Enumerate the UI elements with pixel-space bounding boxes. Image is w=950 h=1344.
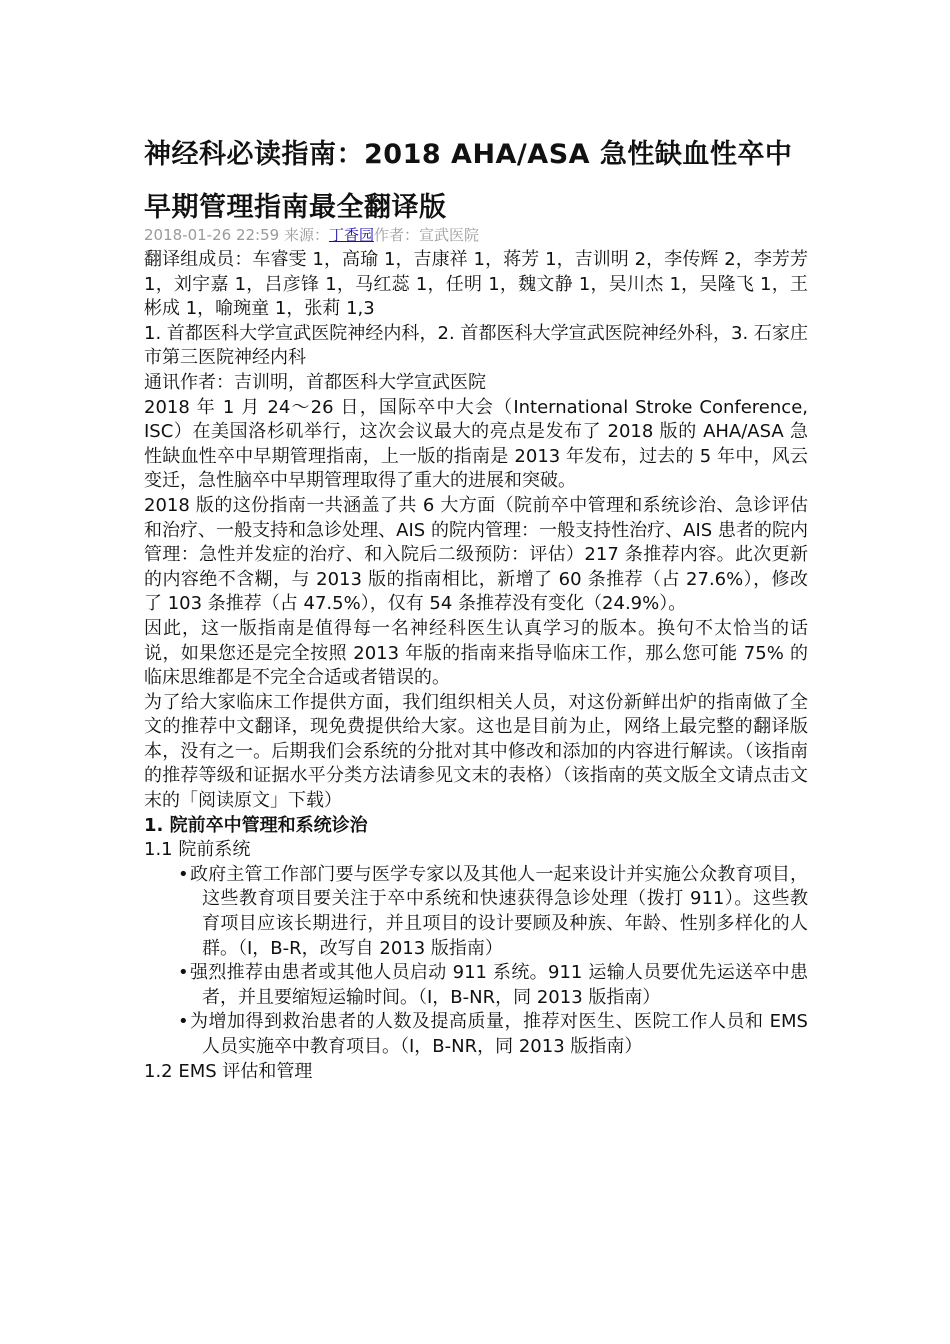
- bullet-icon: •: [178, 1011, 189, 1033]
- recommendation-list: [144, 863, 808, 1060]
- corresponding-author-paragraph: 通讯作者：吉训明，首都医科大学宣武医院: [144, 371, 486, 393]
- source-label: 来源：: [283, 226, 329, 244]
- scope-paragraph: 2018 版的这份指南一共涵盖了共 6 大方面（院前卒中管理和系统诊治、急诊评估和治疗、一般支持和急诊处理、AIS 的院内管理：一般支持性治疗、AIS 患者的院内管理：急性并发症的治疗、和入院后二级预防：评估）217 条推荐内容。此次更新的内容绝不含糊，与 2013 版的指南相比，新增了 60 条推荐（占 27.6%），修改了 103 条推荐（占 47.5%），仅有 54 条推荐没有变化（24.9%）。: [144, 494, 808, 615]
- bullet-icon: •: [178, 962, 189, 984]
- list-item: [180, 863, 808, 961]
- list-item-text: 强烈推荐由患者或其他人员启动 911 系统。911 运输人员要优先运送卒中患者，并且要缩短运输时间。（I，B-NR，同 2013 版指南）: [190, 962, 808, 1008]
- list-item-text: 为增加得到救治患者的人数及提高质量，推荐对医生、医院工作人员和 EMS 人员实施卒中教育项目。（I，B-NR，同 2013 版指南）: [190, 1011, 808, 1057]
- list-item: [180, 961, 808, 1010]
- section-heading: 1. 院前卒中管理和系统诊治: [144, 814, 368, 836]
- article-title: 神经科必读指南：2018 AHA/ASA 急性缺血性卒中早期管理指南最全翻译版: [144, 139, 793, 223]
- article-body: [144, 248, 808, 1084]
- translators-paragraph: 翻译组成员：车睿雯 1，高瑜 1，吉康祥 1，蒋芳 1，吉训明 2，李传辉 2，李芳芳 1，刘宇嘉 1，吕彦锋 1，马红蕊 1，任明 1，魏文静 1，吴川杰 1，吴隆飞 1，王彬成 1，喻琬童 1，张莉 1,3: [144, 249, 808, 320]
- author-name: 宣武医院: [419, 226, 480, 244]
- subsection-heading: 1.1 院前系统: [144, 839, 251, 861]
- article-meta: [144, 223, 808, 247]
- author-label: 作者：: [373, 226, 419, 244]
- bullet-icon: •: [178, 863, 189, 885]
- affiliations-paragraph: 1. 首都医科大学宣武医院神经内科，2. 首都医科大学宣武医院神经外科，3. 石家庄市第三医院神经内科: [144, 322, 808, 369]
- source-link[interactable]: 丁香园: [328, 226, 374, 244]
- publish-datetime: 2018-01-26 22:59: [144, 226, 280, 244]
- translation-note-paragraph: 为了给大家临床工作提供方面，我们组织相关人员，对这份新鲜出炉的指南做了全文的推荐中文翻译，现免费提供给大家。这也是目前为止，网络上最完整的翻译版本，没有之一。后期我们会系统的分批对其中修改和添加的内容进行解读。（该指南的推荐等级和证据水平分类方法请参见文末的表格）（该指南的英文版全文请点击文末的「阅读原文」下载）: [144, 691, 808, 812]
- list-item-text: 政府主管工作部门要与医学专家以及其他人一起来设计并实施公众教育项目，这些教育项目要关注于卒中系统和快速获得急诊处理（拨打 911）。这些教育项目应该长期进行，并且项目的设计要顾及种族、年龄、性别多样化的人群。（I，B-R，改写自 2013 版指南）: [190, 863, 808, 959]
- subsection-heading: 1.2 EMS 评估和管理: [144, 1060, 313, 1082]
- importance-paragraph: 因此，这一版指南是值得每一名神经科医生认真学习的版本。换句不太恰当的话说，如果您还是完全按照 2013 年版的指南来指导临床工作，那么您可能 75% 的临床思维都是不完全合适或者错误的。: [144, 617, 808, 689]
- intro-paragraph: 2018 年 1 月 24～26 日，国际卒中大会（International Stroke Conference, ISC）在美国洛杉矶举行，这次会议最大的亮点是发布了 2018 版的 AHA/ASA 急性缺血性卒中早期管理指南，上一版的指南是 2013 年发布，过去的 5 年中，风云变迁，急性脑卒中早期管理取得了重大的进展和突破。: [144, 396, 808, 492]
- list-item: [180, 1010, 808, 1059]
